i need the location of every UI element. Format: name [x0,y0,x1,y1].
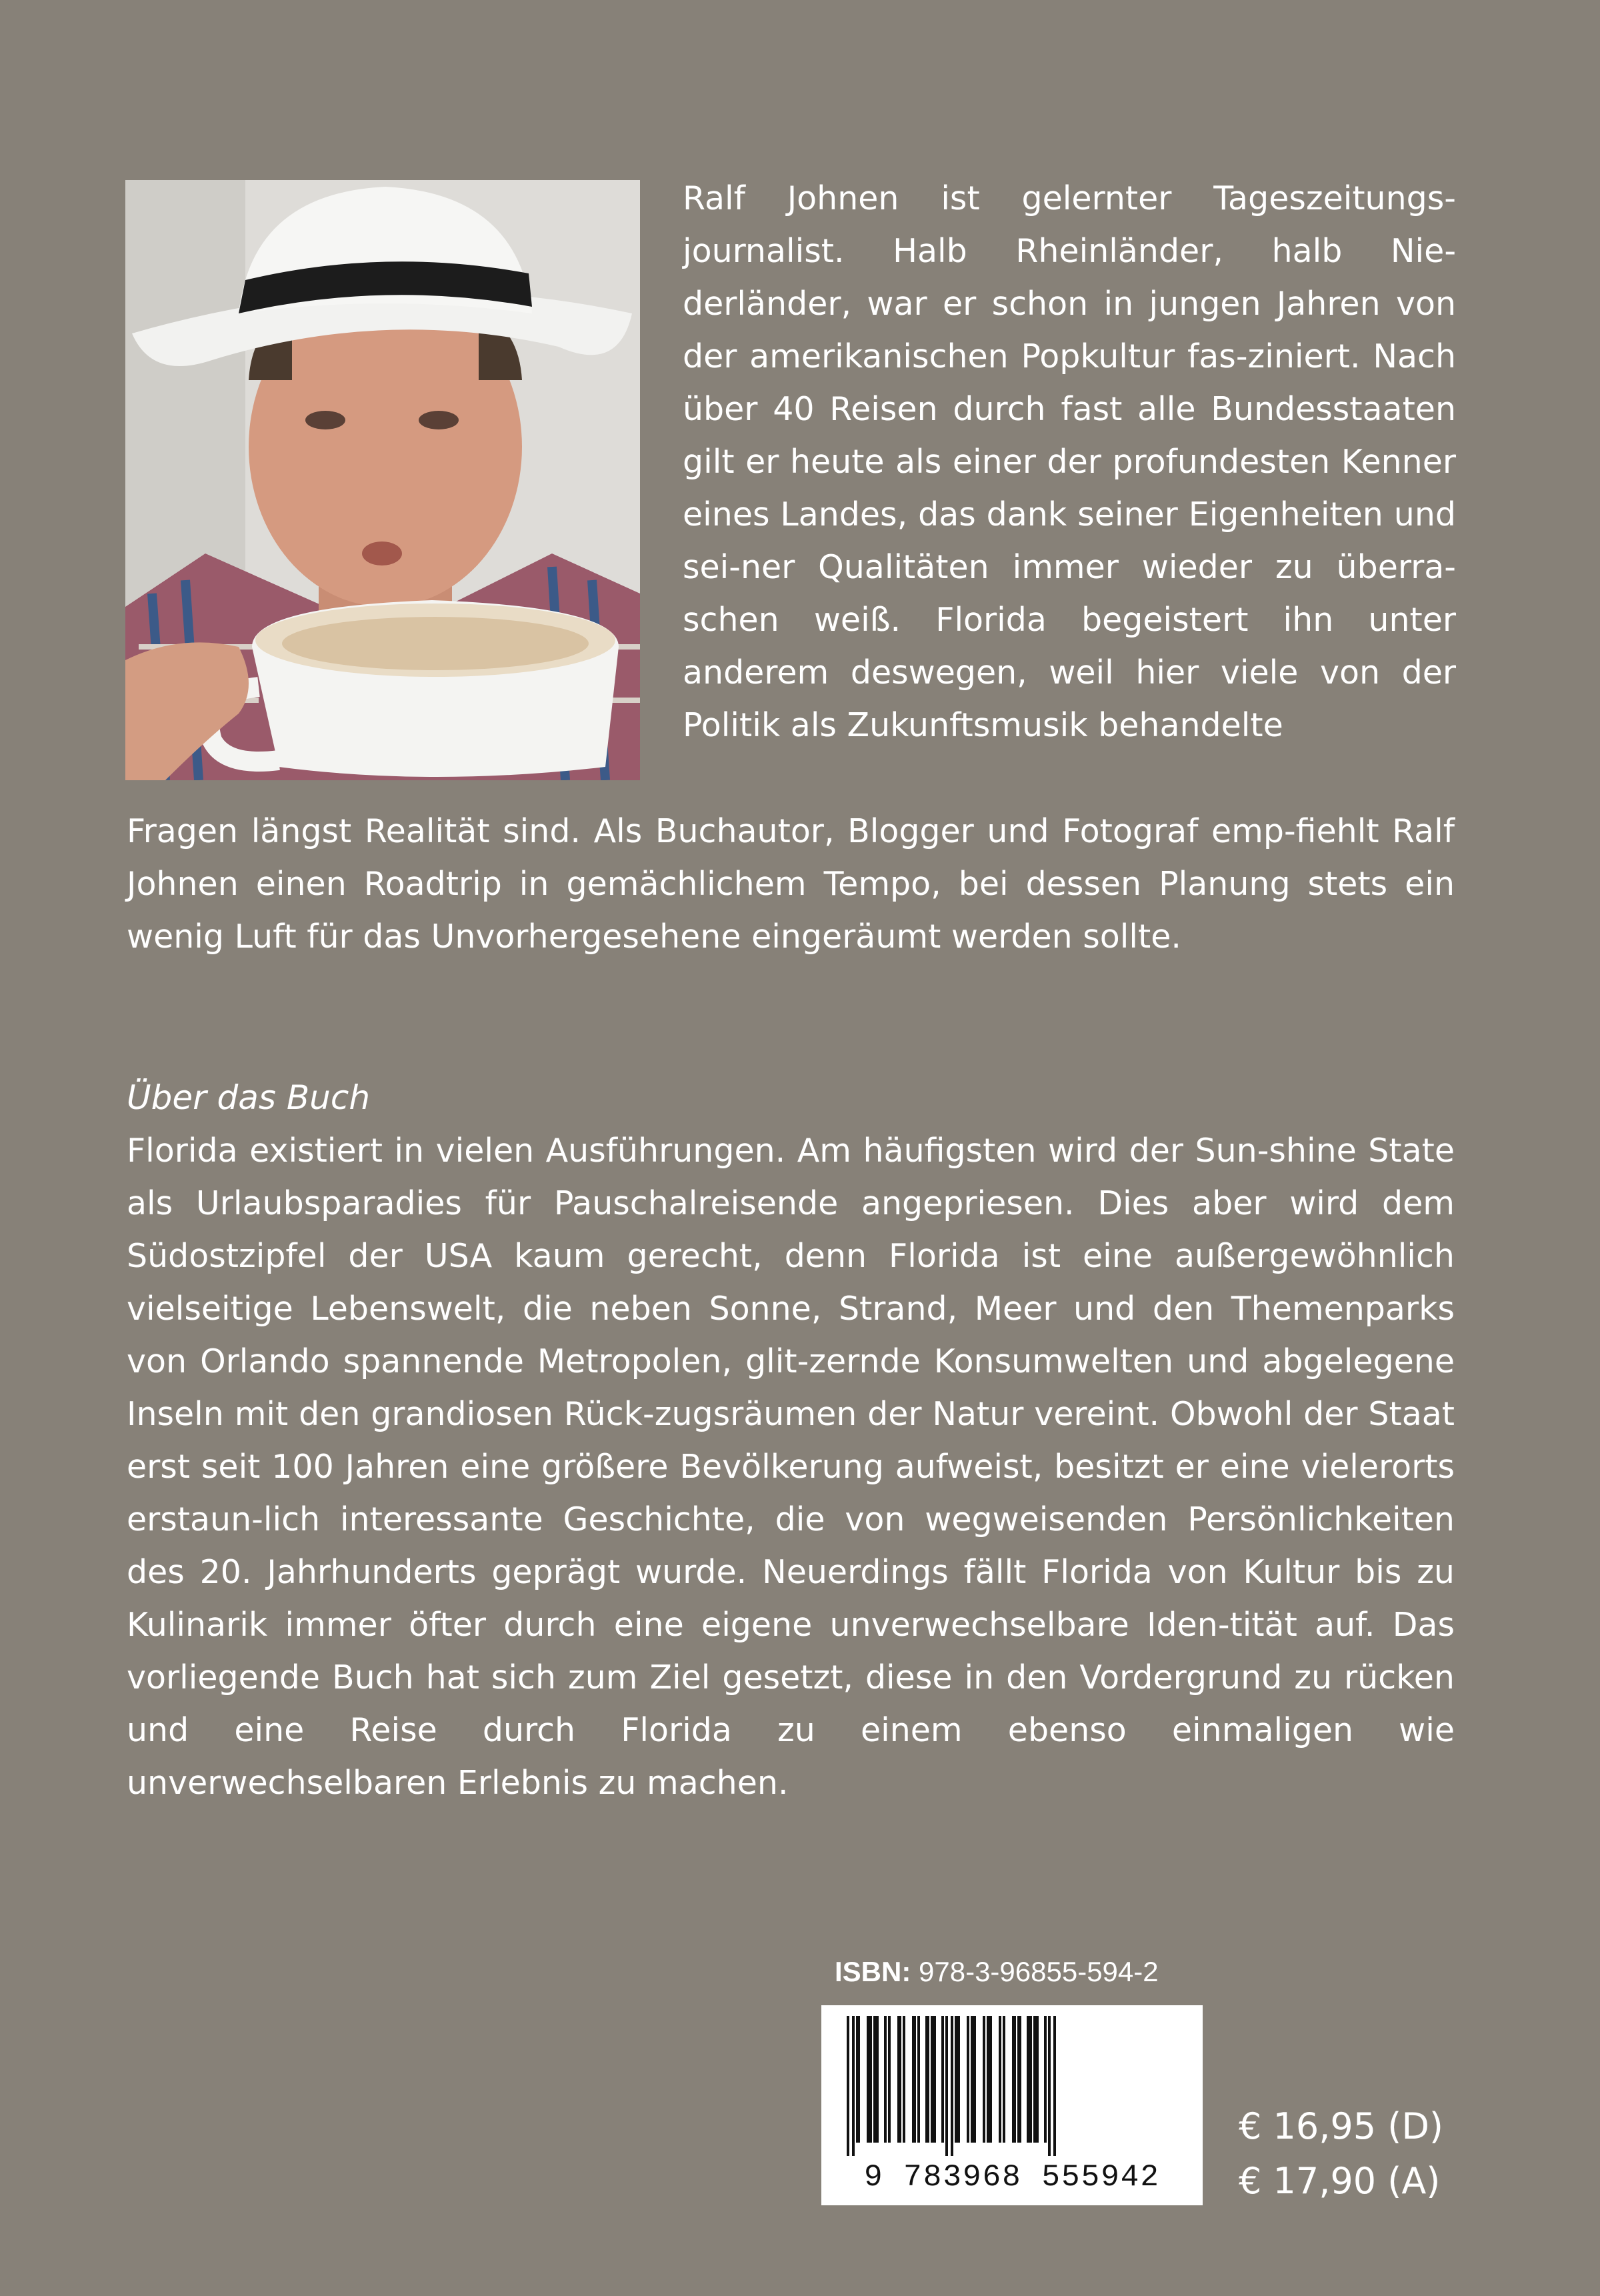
section-heading: Über das Buch [127,1078,371,1117]
isbn-number: 978-3-96855-594-2 [919,1956,1159,1987]
barcode-bars [821,2005,1203,2165]
price-germany: € 16,95 (D) [1239,2105,1443,2147]
book-description: Florida existiert in vielen Ausführungen. Am häufigsten wird der Sun-shine State als Urlaubsparadies für Pauschalreisende angepriesen. Dies aber wird dem Südostzipfel der USA kaum gerecht, denn Florida ist eine außergewöhnlich vielseitige Lebenswelt, die neben Sonne, Strand, Meer und den Themenparks von Orlando spannende Metropolen, glit-zernde Konsumwelten und abgelegene Inseln mit den grandiosen Rück-zugsräumen der Natur vereint. Obwohl der Staat erst seit 100 Jahren eine größere Bevölkerung aufweist, besitzt er eine vielerorts erstaun-lich interessante Geschichte, die von wegweisenden Persönlichkeiten des 20. Jahrhunderts geprägt wurde. Neuerdings fällt Florida von Kultur bis zu Kulinarik immer öfter durch eine eigene unverwechselbare Iden-tität auf. Das vorliegende Buch hat sich zum Ziel gesetzt, diese in den Vordergrund zu rücken und eine Reise durch Florida zu einem ebenso einmaligen wie unverwechselbaren Erlebnis zu machen. [127,1132,1455,1802]
author-bio: Ralf Johnen ist gelernter Tageszeitungs-journalist. Halb Rheinländer, halb Nie-derländer, war er schon in jungen Jahren von der amerikanischen Popkultur fas-ziniert. Nach über 40 Reisen durch fast alle Bundesstaaten gilt er heute als einer der profundesten Kenner eines Landes, das dank seiner Eigenheiten und sei-ner Qualitäten immer wieder zu überra-schen weiß. Florida begeistert ihn unter anderem deswegen, weil hier viele von der Politik als Zukunftsmusik behandelte [683,179,1456,744]
author-bio-continuation: Fragen längst Realität sind. Als Buchautor, Blogger und Fotograf emp-fiehlt Ralf Johnen einen Roadtrip in gemächlichem Tempo, bei dessen Planung stets ein wenig Luft für das Unvorhergesehene eingeräumt werden sollte. [127,812,1455,956]
barcode-digits: 9 783968 555942 [863,2160,1161,2195]
barcode [821,2005,1203,2205]
price-austria: € 17,90 (A) [1239,2160,1441,2202]
isbn-label: ISBN: [835,1956,911,1987]
author-photo [125,180,640,780]
isbn-line [835,1955,1159,1989]
